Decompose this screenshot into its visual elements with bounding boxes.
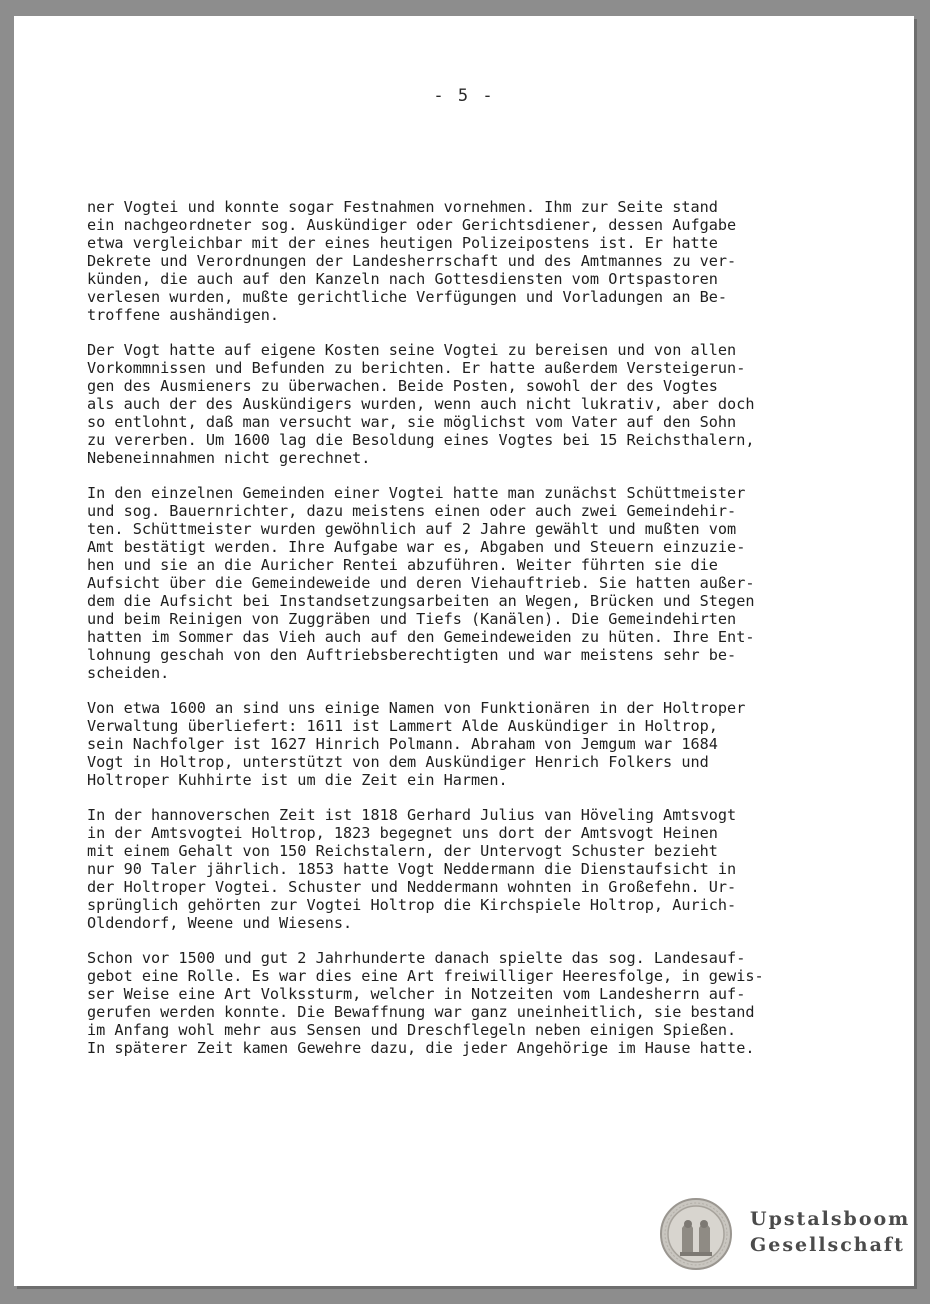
text-line: ten. Schüttmeister wurden gewöhnlich auf 2 Jahre gewählt und mußten vom <box>87 520 737 538</box>
text-line: zu vererben. Um 1600 lag die Besoldung eines Vogtes bei 15 Reichsthalern, <box>87 431 755 449</box>
text-line: ner Vogtei und konnte sogar Festnahmen vornehmen. Ihm zur Seite stand <box>87 198 718 216</box>
text-line: Amt bestätigt werden. Ihre Aufgabe war es, Abgaben und Steuern einzuzie- <box>87 538 746 556</box>
body-text <box>87 198 787 1074</box>
text-line: sprünglich gehörten zur Vogtei Holtrop die Kirchspiele Holtrop, Aurich- <box>87 896 737 914</box>
text-line: troffene aushändigen. <box>87 306 280 324</box>
text-line: nur 90 Taler jährlich. 1853 hatte Vogt Neddermann die Dienstaufsicht in <box>87 860 737 878</box>
paragraph <box>87 341 787 467</box>
text-line: gebot eine Rolle. Es war dies eine Art freiwilliger Heeresfolge, in gewis- <box>87 967 764 985</box>
seal-icon <box>660 1198 732 1270</box>
text-line: dem die Aufsicht bei Instandsetzungsarbeiten an Wegen, Brücken und Stegen <box>87 592 755 610</box>
text-line: Vogt in Holtrop, unterstützt von dem Auskündiger Henrich Folkers und <box>87 753 709 771</box>
upstalsboom-watermark <box>660 1198 920 1278</box>
document-page <box>14 16 914 1286</box>
text-line: Von etwa 1600 an sind uns einige Namen von Funktionären in der Holtroper <box>87 699 746 717</box>
text-line: hen und sie an die Auricher Rentei abzuführen. Weiter führten sie die <box>87 556 718 574</box>
text-line: Dekrete und Verordnungen der Landesherrschaft und des Amtmannes zu ver- <box>87 252 737 270</box>
text-line: lohnung geschah von den Auftriebsberechtigten und war meistens sehr be- <box>87 646 737 664</box>
text-line: in der Amtsvogtei Holtrop, 1823 begegnet uns dort der Amtsvogt Heinen <box>87 824 718 842</box>
text-line: scheiden. <box>87 664 170 682</box>
text-line: künden, die auch auf den Kanzeln nach Gottesdiensten vom Ortspastoren <box>87 270 718 288</box>
text-line: Verwaltung überliefert: 1611 ist Lammert Alde Auskündiger in Holtrop, <box>87 717 718 735</box>
text-line: im Anfang wohl mehr aus Sensen und Dreschflegeln neben einigen Spießen. <box>87 1021 737 1039</box>
text-line: so entlohnt, daß man versucht war, sie möglichst vom Vater auf den Sohn <box>87 413 737 431</box>
text-line: mit einem Gehalt von 150 Reichstalern, der Untervogt Schuster bezieht <box>87 842 718 860</box>
paragraph <box>87 699 787 789</box>
text-line: der Holtroper Vogtei. Schuster und Neddermann wohnten in Großefehn. Ur- <box>87 878 737 896</box>
text-line: als auch der des Auskündigers wurden, wenn auch nicht lukrativ, aber doch <box>87 395 755 413</box>
text-line: Aufsicht über die Gemeindeweide und deren Viehauftrieb. Sie hatten außer- <box>87 574 755 592</box>
paragraph <box>87 484 787 682</box>
text-line: sein Nachfolger ist 1627 Hinrich Polmann. Abraham von Jemgum war 1684 <box>87 735 718 753</box>
text-line: hatten im Sommer das Vieh auch auf den Gemeindeweiden zu hüten. Ihre Ent- <box>87 628 755 646</box>
text-line: gen des Ausmieners zu überwachen. Beide Posten, sowohl der des Vogtes <box>87 377 718 395</box>
text-line: In späterer Zeit kamen Gewehre dazu, die jeder Angehörige im Hause hatte. <box>87 1039 755 1057</box>
text-line: und beim Reinigen von Zuggräben und Tiefs (Kanälen). Die Gemeindehirten <box>87 610 737 628</box>
text-line: In der hannoverschen Zeit ist 1818 Gerhard Julius van Höveling Amtsvogt <box>87 806 737 824</box>
text-line: Oldendorf, Weene und Wiesens. <box>87 914 353 932</box>
page-number: - 5 - <box>433 86 495 106</box>
text-line: Der Vogt hatte auf eigene Kosten seine Vogtei zu bereisen und von allen <box>87 341 737 359</box>
text-line: etwa vergleichbar mit der eines heutigen Polizeipostens ist. Er hatte <box>87 234 718 252</box>
text-line: verlesen wurden, mußte gerichtliche Verfügungen und Vorladungen an Be- <box>87 288 728 306</box>
text-line: ser Weise eine Art Volkssturm, welcher in Notzeiten vom Landesherrn auf- <box>87 985 746 1003</box>
text-line: Schon vor 1500 und gut 2 Jahrhunderte danach spielte das sog. Landesauf- <box>87 949 746 967</box>
society-name-line2: Gesellschaft <box>750 1234 905 1256</box>
text-line: Vorkommnissen und Befunden zu berichten. Er hatte außerdem Versteigerun- <box>87 359 746 377</box>
text-line: ein nachgeordneter sog. Auskündiger oder Gerichtsdiener, dessen Aufgabe <box>87 216 737 234</box>
text-line: und sog. Bauernrichter, dazu meistens einen oder auch zwei Gemeindehir- <box>87 502 737 520</box>
text-line: Holtroper Kuhhirte ist um die Zeit ein Harmen. <box>87 771 508 789</box>
text-line: In den einzelnen Gemeinden einer Vogtei hatte man zunächst Schüttmeister <box>87 484 746 502</box>
society-name <box>750 1206 910 1258</box>
text-line: gerufen werden konnte. Die Bewaffnung war ganz uneinheitlich, sie bestand <box>87 1003 755 1021</box>
paragraph <box>87 949 787 1057</box>
paragraph <box>87 198 787 324</box>
society-name-line1: Upstalsboom <box>750 1208 911 1230</box>
text-line: Nebeneinnahmen nicht gerechnet. <box>87 449 371 467</box>
paragraph <box>87 806 787 932</box>
